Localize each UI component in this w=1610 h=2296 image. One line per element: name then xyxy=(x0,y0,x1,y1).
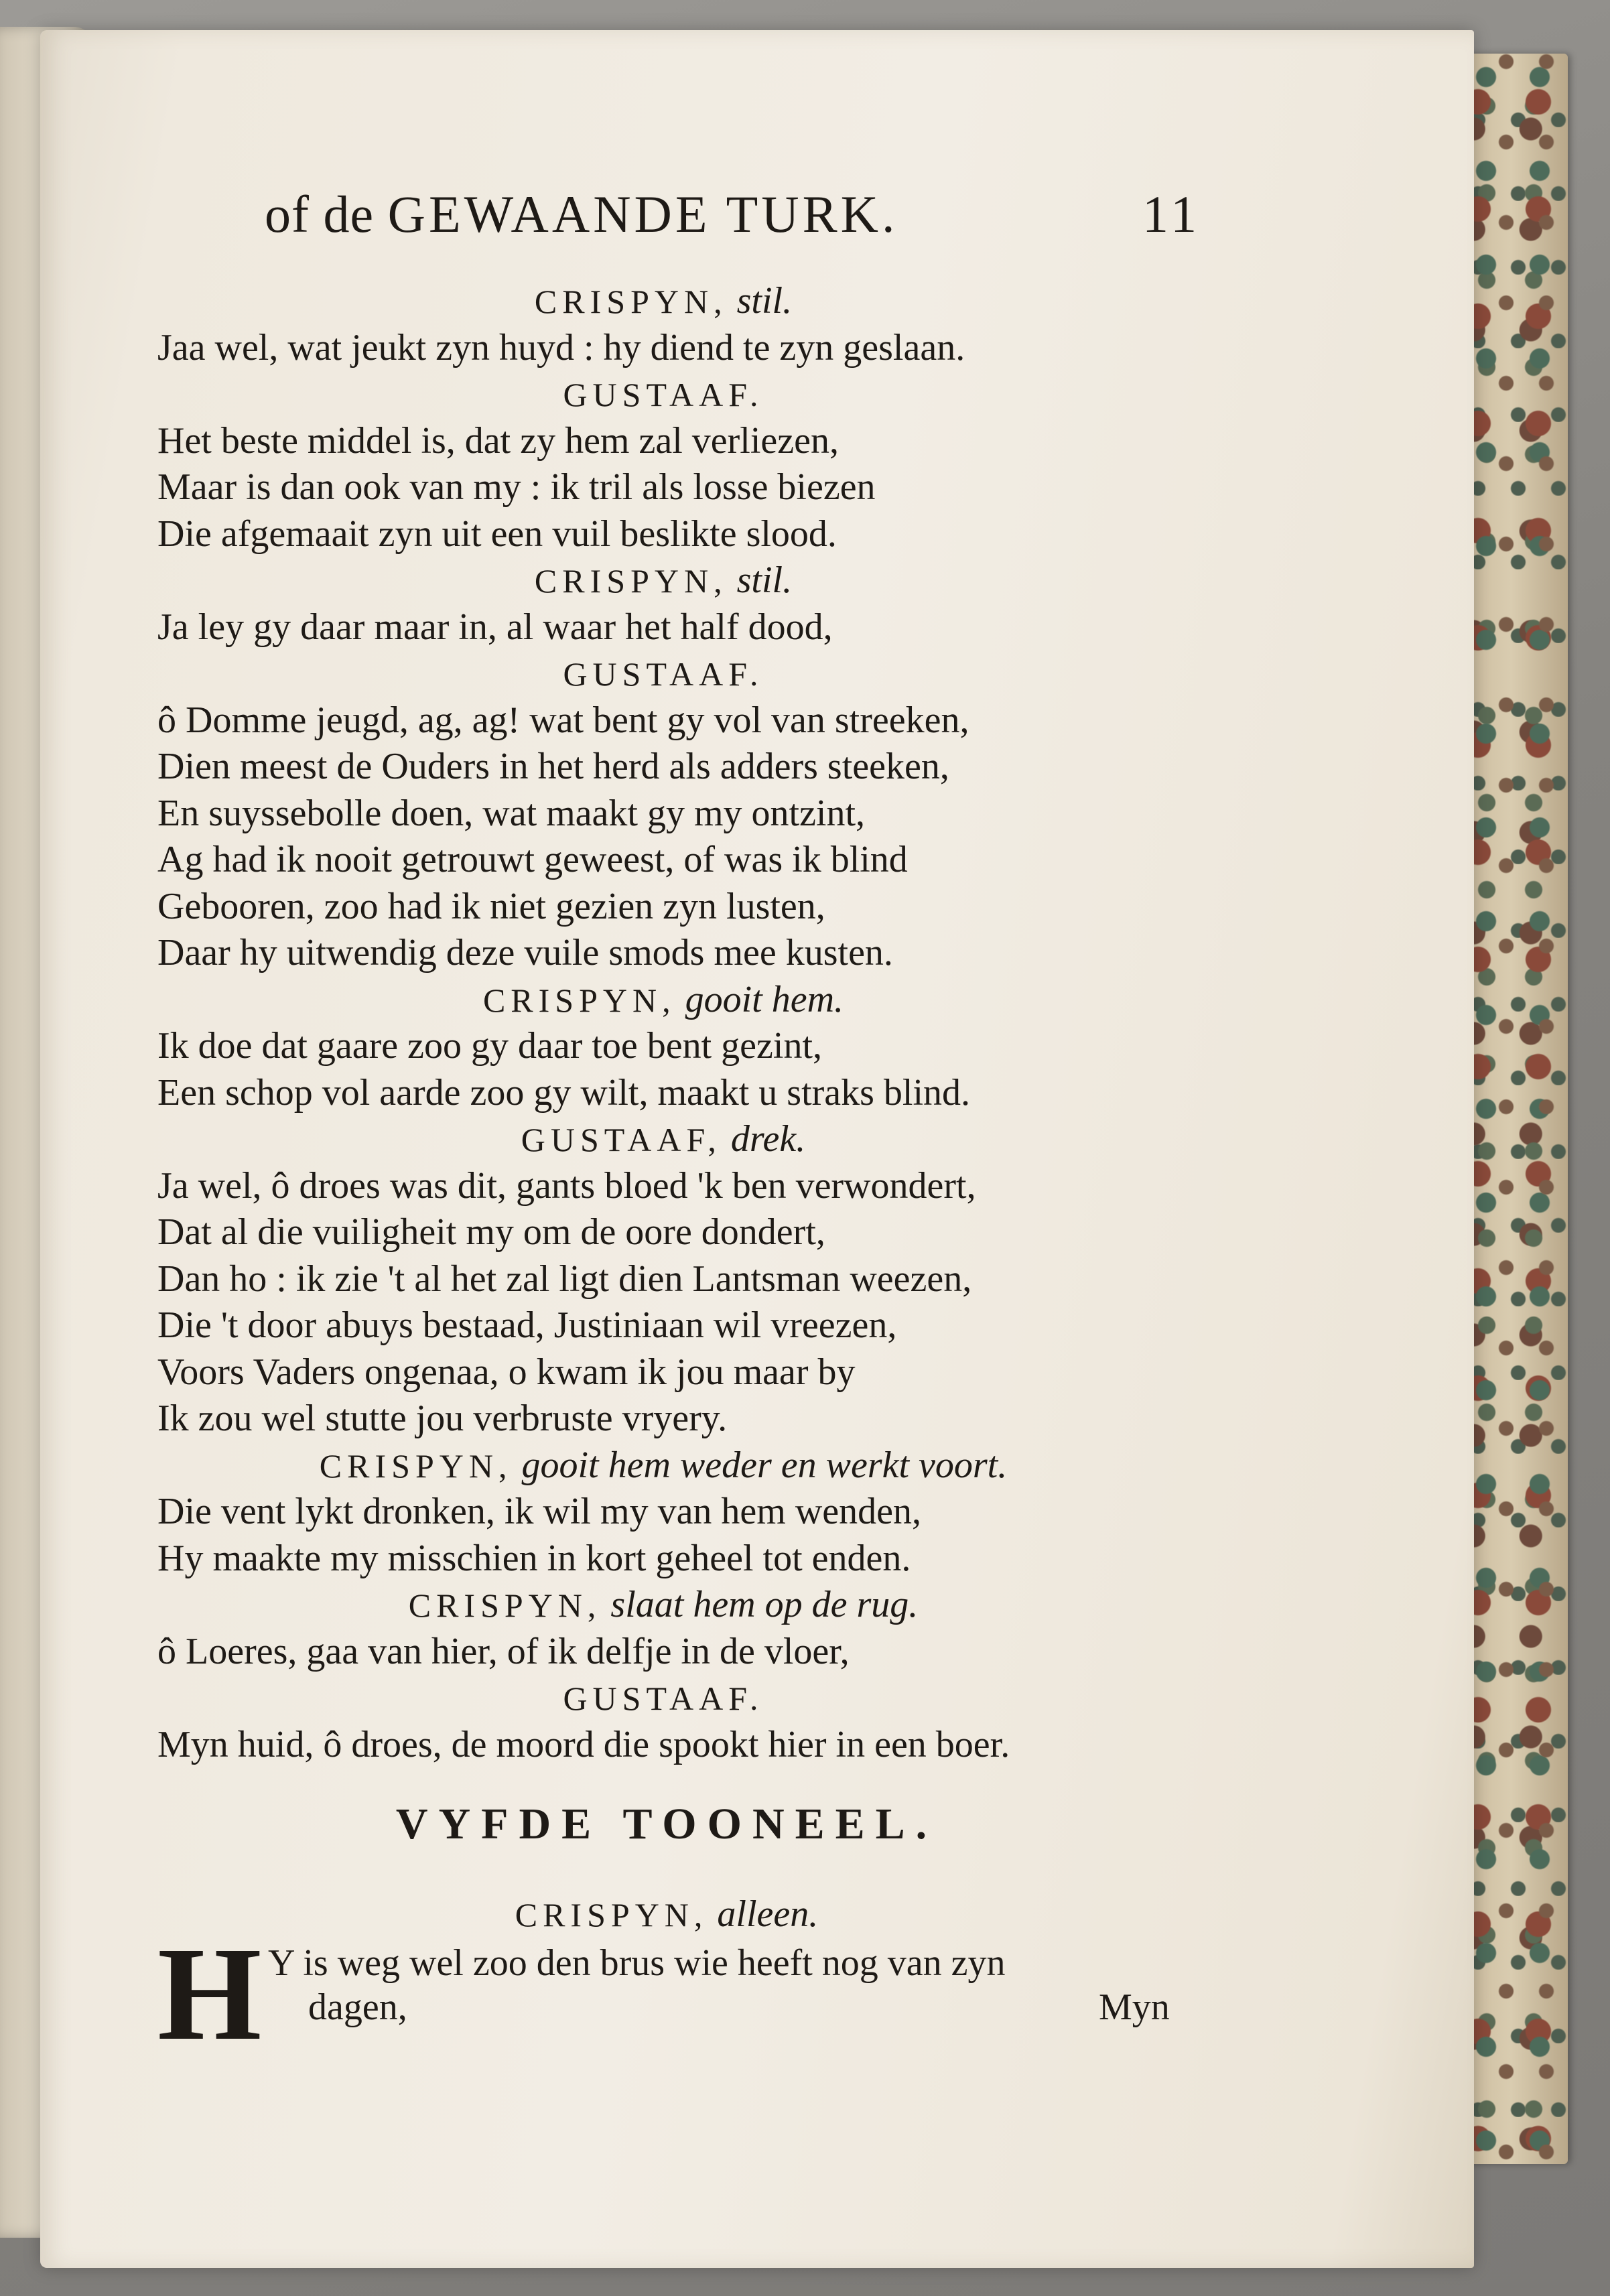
speaker-name: CRISPYN, xyxy=(319,1446,513,1485)
verse-line: Ag had ik nooit getrouwt geweest, of was ik blind xyxy=(157,839,908,880)
speaker-name: CRISPYN, xyxy=(408,1586,602,1624)
verse-line: En suyssebolle doen, wat maakt gy my ontzint, xyxy=(157,792,866,834)
speaker-name: GUSTAAF. xyxy=(563,376,764,413)
speaker-heading xyxy=(157,1675,1243,1722)
speaker-heading xyxy=(157,977,1243,1024)
speaker-heading xyxy=(157,1582,1243,1629)
verse-line: Een schop vol aarde zoo gy wilt, maakt u straks blind. xyxy=(157,1071,971,1113)
verse-line: Hy maakte my misschien in kort geheel tot enden. xyxy=(157,1537,911,1579)
verse-line: Ik doe dat gaare zoo gy daar toe bent gezint, xyxy=(157,1025,823,1067)
speaker-name: GUSTAAF. xyxy=(563,655,764,693)
stage-direction: slaat hem op de rug. xyxy=(610,1584,919,1625)
header-prefix: of de xyxy=(265,185,375,243)
stage-direction: drek. xyxy=(730,1118,806,1160)
verse-line: Daar hy uitwendig deze vuile smods mee kusten. xyxy=(157,932,893,973)
verse-line: Ja ley gy daar maar in, al waar het half dood, xyxy=(157,606,833,648)
verse-line: ô Loeres, gaa van hier, of ik delfje in de vloer, xyxy=(157,1630,850,1672)
verse-line: Die vent lykt dronken, ik wil my van hem wenden, xyxy=(157,1491,921,1532)
verse-line: Dan ho : ik zie 't al het zal ligt dien Lantsman weezen, xyxy=(157,1258,972,1300)
verse-line: Ja wel, ô droes was dit, gants bloed 'k ben verwondert, xyxy=(157,1164,976,1207)
speaker-heading xyxy=(157,278,1243,325)
speaker-name: CRISPYN, xyxy=(534,283,728,320)
speaker-heading xyxy=(157,371,1243,418)
speaker-heading xyxy=(157,557,1243,604)
speaker-name: CRISPYN, xyxy=(515,1896,708,1934)
speaker-heading xyxy=(157,1442,1243,1489)
header-title: GEWAANDE TURK. xyxy=(387,185,898,243)
scene-title: VYFDE TOONEEL. xyxy=(395,1800,938,1848)
verse-line: Myn huid, ô droes, de moord die spookt hier in een boer. xyxy=(157,1723,1010,1765)
speaker-name: GUSTAAF, xyxy=(521,1121,722,1158)
speaker-name: GUSTAAF. xyxy=(563,1680,764,1717)
speaker-heading xyxy=(157,1116,1243,1163)
verse-line: Gebooren, zoo had ik niet gezien zyn lusten, xyxy=(157,885,825,927)
scene-speaker xyxy=(157,1893,1176,1936)
stage-direction: stil. xyxy=(736,280,793,322)
speaker-heading xyxy=(157,651,1243,697)
verse-line: Jaa wel, wat jeukt zyn huyd : hy diend te zyn geslaan. xyxy=(157,326,965,368)
verse-line: Ik zou wel stutte jou verbruste vryery. xyxy=(157,1398,728,1439)
page-number: 11 xyxy=(1142,185,1201,243)
verse-line-continuation: dagen, xyxy=(308,1986,407,2028)
catchword: Myn xyxy=(1099,1986,1170,2028)
verse-line: Voors Vaders ongenaa, o kwam ik jou maar by xyxy=(157,1351,856,1393)
verse-line: Maar is dan ook van my : ik tril als losse biezen xyxy=(157,466,876,508)
book-page xyxy=(40,30,1474,2268)
verse-line: Die 't door abuys bestaad, Justiniaan wil vreezen, xyxy=(157,1304,897,1346)
drop-capital: H xyxy=(157,1920,251,2068)
verse-line: Die afgemaait zyn uit een vuil beslikte slood. xyxy=(157,513,837,555)
play-text xyxy=(157,278,1243,1768)
stage-direction: alleen. xyxy=(717,1893,819,1935)
stage-direction: gooit hem weder en werkt voort. xyxy=(521,1444,1008,1486)
verse-line: Het beste middel is, dat zy hem zal verliezen, xyxy=(157,419,839,462)
speaker-name: CRISPYN, xyxy=(482,981,676,1019)
verse-line: ô Domme jeugd, ag, ag! wat bent gy vol van streeken, xyxy=(157,699,969,741)
verse-line: Dien meest de Ouders in het herd als adders steeken, xyxy=(157,746,949,787)
stage-direction: gooit hem. xyxy=(685,978,844,1020)
stage-direction: stil. xyxy=(736,559,793,601)
speaker-name: CRISPYN, xyxy=(534,562,728,600)
verse-line: Y is weg wel zoo den brus wie heeft nog van zyn xyxy=(268,1942,1006,1984)
verse-line: Dat al die vuiligheit my om de oore dondert, xyxy=(157,1211,825,1253)
